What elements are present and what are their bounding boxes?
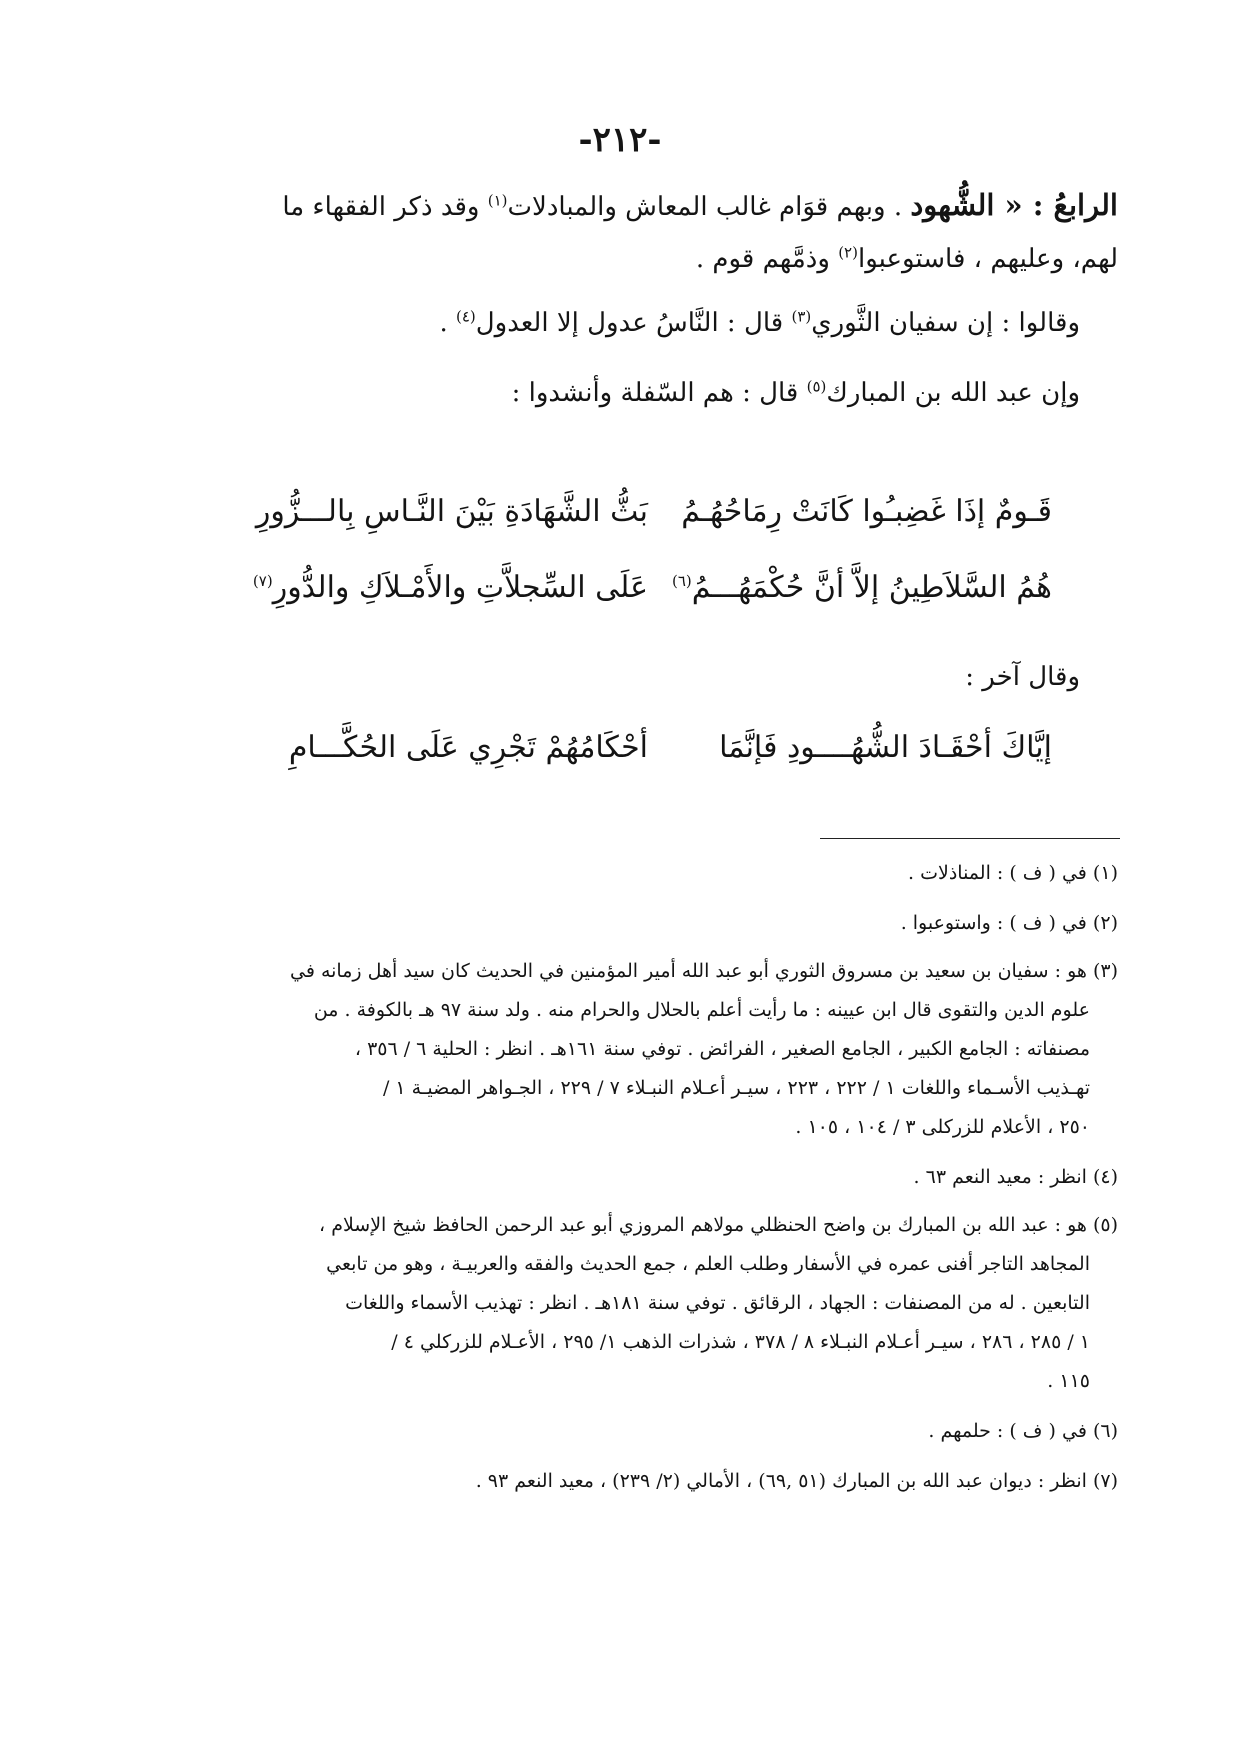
paragraph-text: وقالوا : إن سفيان الثَّوري: [811, 308, 1080, 338]
paragraph-text: .: [439, 308, 456, 338]
verse-2-hemistich-right: [672, 564, 1052, 612]
footnote-ref-2[interactable]: (٢): [838, 243, 858, 262]
paragraph-text: قال : النَّاسُ عدول إلا العدول: [475, 308, 792, 338]
verse-3-hemistich-right: إيَّاكَ أحْقَـادَ الشُّهُــــودِ فَإنَّمَا: [719, 730, 1052, 765]
footnote-ref-3[interactable]: (٣): [791, 307, 812, 326]
paragraph-2: [280, 296, 1080, 350]
paragraph-text: . وبهم قوَام غالب المعاش والمبادلات: [507, 192, 911, 222]
footnote-3-line-4: تهـذيب الأسـماء واللغات ١ / ٢٢٢ ، ٢٢٣ ، سيـر أعـلام النبـلاء ٧ / ٢٢٩ ، الجـواهر المضيـة ١ /: [382, 1077, 1090, 1099]
footnote-6: (٦) في ( ف ) : حلمهم .: [928, 1420, 1118, 1442]
verse-text: هُمُ السَّلاَطِينُ إلاَّ أنَّ حُكْمَهُـــمُ: [691, 570, 1052, 605]
footnote-separator: [820, 838, 1120, 839]
footnote-ref-5[interactable]: (٥): [806, 377, 827, 396]
footnote-2: (٢) في ( ف ) : واستوعبوا .: [900, 912, 1118, 934]
paragraph-text: وقد ذكر الفقهاء ما: [282, 192, 488, 222]
paragraph-line-2: [190, 232, 1118, 286]
footnote-ref-1[interactable]: (١): [487, 191, 508, 210]
footnote-ref-4[interactable]: (٤): [456, 307, 476, 326]
footnote-ref-6[interactable]: (٦): [671, 572, 692, 590]
footnote-5-line-5: ١١٥ .: [1047, 1370, 1090, 1392]
paragraph-text: قال : هم السّفلة وأنشدوا :: [511, 378, 807, 408]
paragraph-text: وإن عبد الله بن المبارك: [826, 378, 1080, 408]
footnote-5-line-1: (٥) هو : عبد الله بن المبارك بن واضح الحنظلي مولاهم المروزي أبو عبد الرحمن الحافظ شيخ الإسلام ،: [319, 1214, 1118, 1236]
footnote-ref-7[interactable]: (٧): [252, 572, 273, 590]
footnote-3-line-3: مصنفاته : الجامع الكبير ، الجامع الصغير ، الفرائض . توفي سنة ١٦١هـ . انظر : الحلية ٦ / ٣٥٦ ،: [354, 1038, 1090, 1060]
footnote-1: (١) في ( ف ) : المناذلات .: [908, 862, 1118, 884]
footnote-3-line-5: ٢٥٠ ، الأعلام للزركلى ٣ / ١٠٤ ، ١٠٥ .: [795, 1116, 1090, 1138]
paragraph-text: وذمَّهم قوم .: [695, 244, 839, 274]
paragraph-text: لهم، وعليهم ، فاستوعبوا: [857, 244, 1118, 274]
verse-1-hemistich-left: بَثُّ الشَّهَادَةِ بَيْنَ النَّـاسِ بِالـــزُّورِ: [255, 494, 648, 529]
footnote-5-line-2: المجاهد التاجر أفنى عمره في الأسفار وطلب العلم ، جمع الحديث والفقه والعربيـة ، وهو من تابعي: [326, 1253, 1090, 1275]
footnote-5-line-3: التابعين . له من المصنفات : الجهاد ، الرقائق . توفي سنة ١٨١هـ . انظر : تهذيب الأسماء واللغات: [345, 1292, 1090, 1314]
verse-text: عَلَى السِّجلاَّتِ والأَمْـلاَكِ والدُّورِ: [272, 570, 648, 605]
verse-3-hemistich-left: أحْكَامُهُمْ تَجْرِي عَلَى الحُكَّـــامِ: [288, 730, 648, 765]
verse-1-hemistich-right: قَـومٌ إذَا غَضِبـُوا كَانَتْ رِمَاحُهُـمُ: [681, 494, 1052, 529]
footnote-3-line-1: (٣) هو : سفيان بن سعيد بن مسروق الثوري أبو عبد الله أمير المؤمنين في الحديث كان سيد أهل زمانه في: [290, 960, 1118, 982]
another-said-line: وقال آخر :: [965, 662, 1080, 692]
page-number: -٢١٢-: [578, 120, 662, 160]
paragraph-3: [280, 366, 1080, 420]
verse-2-hemistich-left: [253, 564, 648, 612]
section-heading: الرابعُ : « الشُّهود: [910, 188, 1118, 222]
paragraph-line-1: [190, 178, 1118, 234]
footnote-5-line-4: ١ / ٢٨٥ ، ٢٨٦ ، سيـر أعـلام النبـلاء ٨ / ٣٧٨ ، شذرات الذهب ١/ ٢٩٥ ، الأعـلام للزركلي ٤ /: [391, 1331, 1090, 1353]
footnote-7: (٧) انظر : ديوان عبد الله بن المبارك (٥١ ,٦٩) ، الأمالي (٢/ ٢٣٩) ، معيد النعم ٩٣ .: [475, 1470, 1118, 1492]
footnote-3-line-2: علوم الدين والتقوى قال ابن عيينه : ما رأيت أعلم بالحلال والحرام منه . ولد سنة ٩٧ هـ بالكوفة . من: [313, 999, 1090, 1021]
footnote-4: (٤) انظر : معيد النعم ٦٣ .: [913, 1166, 1118, 1188]
